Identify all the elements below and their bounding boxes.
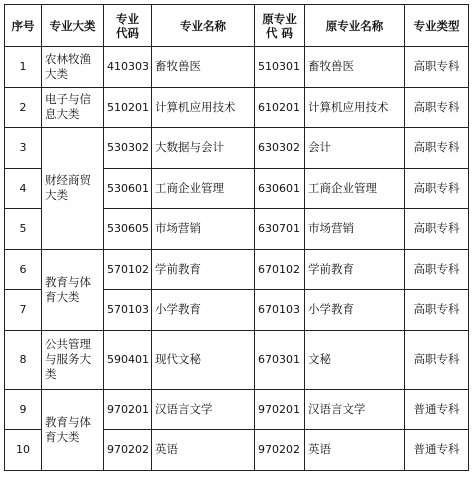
cell-orig-name: 文秘	[305, 330, 405, 389]
cell-orig-name: 汉语言文学	[305, 389, 405, 430]
cell-orig-code: 630601	[255, 168, 305, 209]
cell-orig-code: 670301	[255, 330, 305, 389]
cell-code: 970201	[104, 389, 152, 430]
cell-category: 教育与体育大类	[42, 389, 104, 470]
cell-name: 学前教育	[152, 249, 255, 290]
cell-type: 高职专科	[405, 47, 469, 88]
cell-type: 普通专科	[405, 389, 469, 430]
cell-orig-code: 970201	[255, 389, 305, 430]
table-row	[5, 87, 469, 128]
cell-type: 高职专科	[405, 330, 469, 389]
cell-name: 大数据与会计	[152, 128, 255, 169]
cell-category: 财经商贸大类	[42, 128, 104, 250]
cell-orig-code: 970202	[255, 430, 305, 471]
header-code-line2: 代码	[116, 25, 139, 40]
header-name: 专业名称	[152, 5, 255, 47]
cell-orig-code: 670102	[255, 249, 305, 290]
cell-category: 农林牧渔大类	[42, 47, 104, 88]
program-table	[4, 4, 469, 471]
cell-no: 5	[5, 209, 42, 250]
cell-code: 410303	[104, 47, 152, 88]
cell-type: 高职专科	[405, 249, 469, 290]
header-orig-code-line2: 代 码	[265, 25, 293, 40]
cell-orig-code: 510301	[255, 47, 305, 88]
header-code	[104, 5, 152, 47]
cell-category: 公共管理与服务大类	[42, 330, 104, 389]
cell-code: 570102	[104, 249, 152, 290]
program-table-container	[4, 4, 469, 471]
cell-no: 7	[5, 290, 42, 331]
cell-no: 10	[5, 430, 42, 471]
cell-no: 3	[5, 128, 42, 169]
cell-orig-code: 610201	[255, 87, 305, 128]
header-orig-code	[255, 5, 305, 47]
cell-name: 小学教育	[152, 290, 255, 331]
cell-no: 4	[5, 168, 42, 209]
header-no: 序号	[5, 5, 42, 47]
cell-code: 970202	[104, 430, 152, 471]
cell-code: 570103	[104, 290, 152, 331]
cell-orig-name: 计算机应用技术	[305, 87, 405, 128]
cell-category: 电子与信息大类	[42, 87, 104, 128]
table-row	[5, 330, 469, 389]
cell-no: 1	[5, 47, 42, 88]
table-row	[5, 389, 469, 430]
cell-category: 教育与体育大类	[42, 249, 104, 330]
cell-orig-name: 市场营销	[305, 209, 405, 250]
cell-name: 计算机应用技术	[152, 87, 255, 128]
cell-orig-name: 畜牧兽医	[305, 47, 405, 88]
cell-orig-code: 630302	[255, 128, 305, 169]
cell-orig-code: 630701	[255, 209, 305, 250]
cell-orig-name: 英语	[305, 430, 405, 471]
cell-orig-name: 工商企业管理	[305, 168, 405, 209]
cell-no: 2	[5, 87, 42, 128]
header-type: 专业类型	[405, 5, 469, 47]
cell-type: 高职专科	[405, 168, 469, 209]
cell-name: 现代文秘	[152, 330, 255, 389]
cell-name: 市场营销	[152, 209, 255, 250]
cell-type: 高职专科	[405, 128, 469, 169]
cell-orig-name: 小学教育	[305, 290, 405, 331]
cell-type: 普通专科	[405, 430, 469, 471]
header-orig-code-line1: 原专业	[262, 11, 297, 26]
table-row	[5, 249, 469, 290]
cell-no: 6	[5, 249, 42, 290]
cell-code: 530601	[104, 168, 152, 209]
cell-name: 汉语言文学	[152, 389, 255, 430]
cell-orig-name: 会计	[305, 128, 405, 169]
cell-name: 畜牧兽医	[152, 47, 255, 88]
header-category: 专业大类	[42, 5, 104, 47]
header-row	[5, 5, 469, 47]
cell-code: 530605	[104, 209, 152, 250]
cell-no: 9	[5, 389, 42, 430]
cell-code: 590401	[104, 330, 152, 389]
cell-no: 8	[5, 330, 42, 389]
header-code-line1: 专业	[116, 11, 139, 26]
cell-type: 高职专科	[405, 209, 469, 250]
cell-type: 高职专科	[405, 290, 469, 331]
cell-name: 工商企业管理	[152, 168, 255, 209]
table-row	[5, 128, 469, 169]
cell-orig-name: 学前教育	[305, 249, 405, 290]
header-orig-name: 原专业名称	[305, 5, 405, 47]
cell-code: 510201	[104, 87, 152, 128]
cell-code: 530302	[104, 128, 152, 169]
cell-type: 高职专科	[405, 87, 469, 128]
cell-name: 英语	[152, 430, 255, 471]
cell-orig-code: 670103	[255, 290, 305, 331]
table-row	[5, 47, 469, 88]
